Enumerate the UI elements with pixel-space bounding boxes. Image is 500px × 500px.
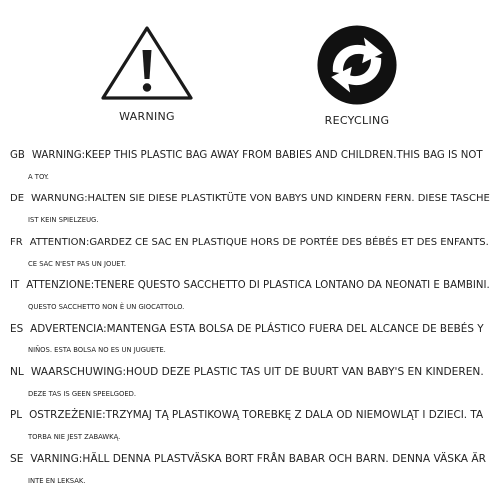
warning-text-continued: A TOY.	[28, 172, 49, 181]
warning-text-continued: NIÑOS. ESTA BOLSA NO ES UN JUGUETE.	[28, 346, 166, 355]
warning-text: WAARSCHUWING:HOUD DEZE PLASTIC TAS UIT DE BUURT VAN BABY'S EN KINDEREN.	[30, 366, 484, 379]
warning-text: ADVERTENCIA:MANTENGA ESTA BOLSA DE PLÁSTICO FUERA DEL ALCANCE DE BEBÉS Y	[30, 322, 484, 335]
warning-text-continued: CE SAC N'EST PAS UN JOUET.	[28, 259, 127, 268]
warning-entry-it	[10, 275, 490, 318]
language-code: IT	[10, 280, 20, 292]
recycling-arrows-icon	[302, 22, 412, 108]
warning-text: VARNING:HÄLL DENNA PLASTVÄSKA BORT FRÅN BABAR OCH BARN. DENNA VÄSKA ÄR	[30, 452, 486, 465]
warning-text: OSTRZEŻENIE:TRZYMAJ TĄ PLASTIKOWĄ TOREBKĘ Z DALA OD NIEMOWLĄT I DZIECI. TA	[29, 409, 484, 422]
language-code: GB	[10, 150, 25, 161]
language-code: DE	[10, 193, 25, 205]
warning-text-continued: IST KEIN SPIELZEUG.	[28, 216, 99, 225]
warning-text: WARNUNG:HALTEN SIE DIESE PLASTIKTÜTE VON BABYS UND KINDERN FERN. DIESE TASCHE	[31, 193, 490, 205]
language-code: FR	[10, 236, 23, 248]
warning-triangle-icon	[92, 22, 202, 104]
warning-entry-nl	[10, 362, 490, 405]
warning-text-continued: QUESTO SACCHETTO NON È UN GIOCATTOLO.	[28, 302, 185, 311]
language-code: SE	[10, 452, 24, 465]
warning-entry-pl	[10, 405, 490, 448]
recycling-symbol	[302, 22, 412, 127]
warning-text-continued: TORBA NIE JEST ZABAWKĄ.	[28, 433, 121, 442]
warning-text: ATTENZIONE:TENERE QUESTO SACCHETTO DI PLASTICA LONTANO DA NEONATI E BAMBINI.	[26, 280, 490, 292]
warning-text: WARNING:KEEP THIS PLASTIC BAG AWAY FROM BABIES AND CHILDREN.THIS BAG IS NOT	[31, 150, 483, 161]
warning-text-list	[10, 145, 490, 492]
warning-caption: WARNING	[119, 110, 175, 123]
warning-text: ATTENTION:GARDEZ CE SAC EN PLASTIQUE HORS DE PORTÉE DES BÉBÉS ET DES ENFANTS.	[29, 236, 489, 248]
warning-entry-es	[10, 319, 490, 362]
warning-entry-gb	[10, 145, 490, 188]
warning-symbol	[92, 22, 202, 123]
recycling-caption: RECYCLING	[324, 114, 390, 127]
language-code: PL	[10, 409, 23, 422]
warning-text-continued: INTE EN LEKSAK.	[28, 476, 86, 485]
warning-entry-fr	[10, 232, 490, 275]
warning-text-continued: DEZE TAS IS GEEN SPEELGOED.	[28, 389, 137, 398]
language-code: NL	[10, 366, 24, 379]
warning-entry-de	[10, 188, 490, 231]
warning-entry-se	[10, 449, 490, 492]
language-code: ES	[10, 322, 24, 335]
